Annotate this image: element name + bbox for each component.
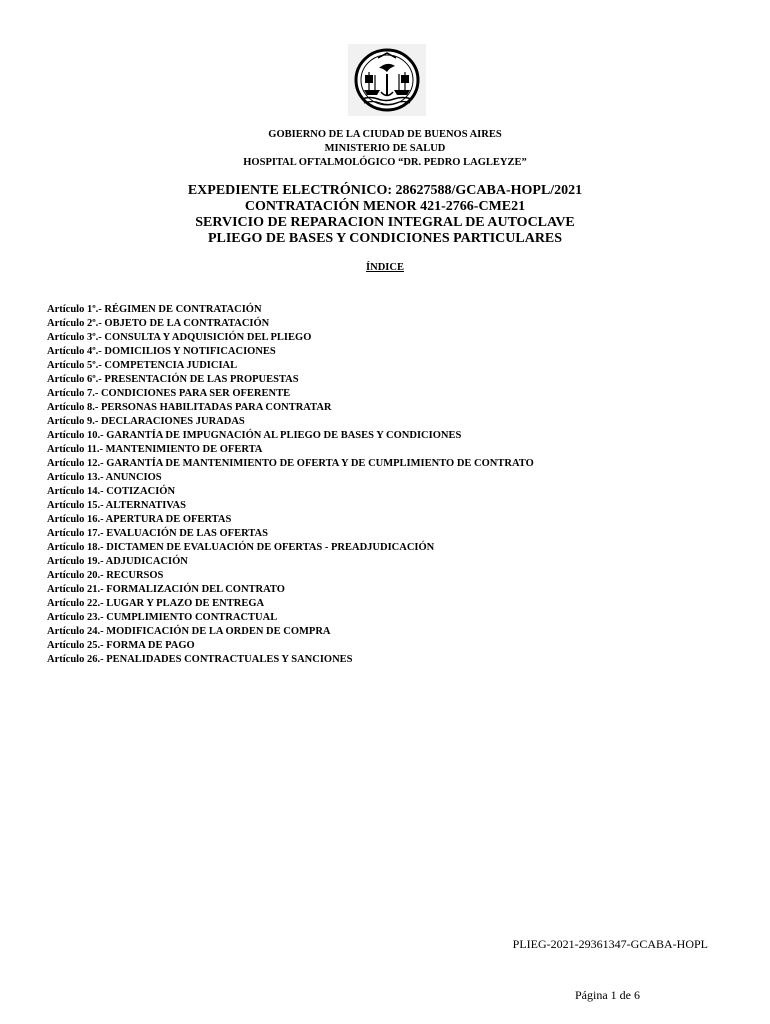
- article-item: Artículo 12.- GARANTÍA DE MANTENIMIENTO DE OFERTA Y DE CUMPLIMIENTO DE CONTRATO: [47, 458, 534, 469]
- header-government-line: GOBIERNO DE LA CIUDAD DE BUENOS AIRES: [268, 129, 502, 140]
- article-item: Artículo 17.- EVALUACIÓN DE LAS OFERTAS: [47, 528, 268, 539]
- article-item: Artículo 2º.- OBJETO DE LA CONTRATACIÓN: [47, 318, 270, 329]
- title-contratacion: CONTRATACIÓN MENOR 421-2766-CME21: [244, 199, 526, 214]
- article-item: Artículo 4º.- DOMICILIOS Y NOTIFICACIONES: [47, 346, 276, 357]
- article-item: Artículo 14.- COTIZACIÓN: [47, 486, 176, 497]
- article-item: Artículo 10.- GARANTÍA DE IMPUGNACIÓN AL PLIEGO DE BASES Y CONDICIONES: [47, 430, 462, 441]
- article-item: Artículo 3º.- CONSULTA Y ADQUISICIÓN DEL PLIEGO: [47, 332, 312, 343]
- article-item: Artículo 9.- DECLARACIONES JURADAS: [47, 416, 245, 427]
- article-item: Artículo 20.- RECURSOS: [47, 570, 164, 581]
- article-item: Artículo 16.- APERTURA DE OFERTAS: [47, 514, 232, 525]
- document-title: [0, 183, 770, 247]
- article-item: Artículo 5º.- COMPETENCIA JUDICIAL: [47, 360, 238, 371]
- article-item: Artículo 11.- MANTENIMIENTO DE OFERTA: [47, 444, 263, 455]
- article-item: Artículo 23.- CUMPLIMIENTO CONTRACTUAL: [47, 612, 278, 623]
- page-number: Página 1 de 6: [575, 988, 640, 1002]
- article-item: Artículo 8.- PERSONAS HABILITADAS PARA CONTRATAR: [47, 402, 332, 413]
- article-item: Artículo 21.- FORMALIZACIÓN DEL CONTRATO: [47, 584, 285, 595]
- government-header: [0, 128, 770, 170]
- article-item: Artículo 26.- PENALIDADES CONTRACTUALES Y SANCIONES: [47, 654, 353, 665]
- title-pliego: PLIEGO DE BASES Y CONDICIONES PARTICULARES: [207, 231, 563, 246]
- article-item: Artículo 19.- ADJUDICACIÓN: [47, 556, 188, 567]
- article-item: Artículo 18.- DICTAMEN DE EVALUACIÓN DE OFERTAS - PREADJUDICACIÓN: [47, 542, 435, 553]
- article-item: Artículo 13.- ANUNCIOS: [47, 472, 162, 483]
- article-item: Artículo 1º.- RÉGIMEN DE CONTRATACIÓN: [47, 304, 262, 315]
- article-item: Artículo 7.- CONDICIONES PARA SER OFERENTE: [47, 388, 291, 399]
- title-expediente: EXPEDIENTE ELECTRÓNICO: 28627588/GCABA-HOPL/2021: [187, 183, 583, 198]
- article-index-list: [47, 303, 737, 667]
- document-id: PLIEG-2021-29361347-GCABA-HOPL: [512, 937, 708, 951]
- index-heading: ÍNDICE: [366, 262, 404, 273]
- article-item: Artículo 25.- FORMA DE PAGO: [47, 640, 195, 651]
- title-servicio: SERVICIO DE REPARACION INTEGRAL DE AUTOCLAVE: [195, 215, 575, 230]
- header-ministry-line: MINISTERIO DE SALUD: [324, 143, 446, 154]
- article-item: Artículo 15.- ALTERNATIVAS: [47, 500, 186, 511]
- article-item: Artículo 6º.- PRESENTACIÓN DE LAS PROPUESTAS: [47, 374, 299, 385]
- article-item: Artículo 22.- LUGAR Y PLAZO DE ENTREGA: [47, 598, 265, 609]
- header-hospital-line: HOSPITAL OFTALMOLÓGICO “DR. PEDRO LAGLEYZE”: [243, 157, 527, 168]
- city-coat-of-arms-logo: [348, 44, 426, 116]
- article-item: Artículo 24.- MODIFICACIÓN DE LA ORDEN DE COMPRA: [47, 626, 331, 637]
